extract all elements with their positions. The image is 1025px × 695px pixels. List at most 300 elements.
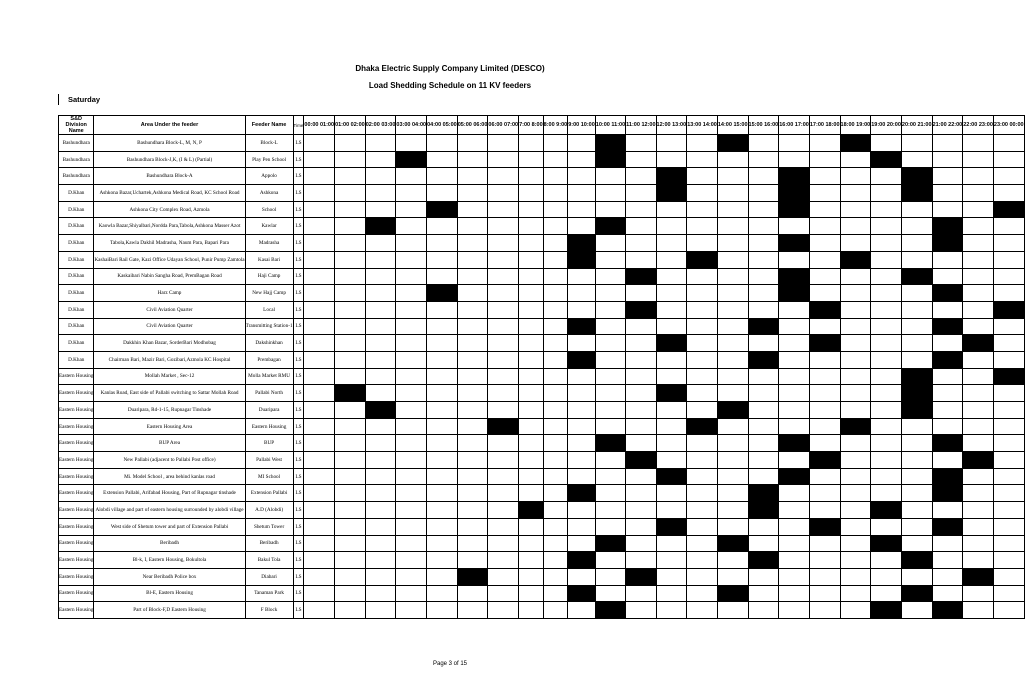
- schedule-slot: [871, 251, 902, 268]
- schedule-slot: [932, 185, 963, 202]
- load-shedding-slot: [568, 485, 596, 502]
- feeder-cell: New Hajj Camp: [245, 285, 293, 302]
- schedule-slot: [304, 385, 335, 402]
- feeder-cell: Local: [245, 301, 293, 318]
- schedule-slot: [543, 368, 568, 385]
- schedule-slot: [488, 485, 519, 502]
- table-row: [59, 418, 1025, 435]
- schedule-slot: [871, 368, 902, 385]
- schedule-slot: [488, 285, 519, 302]
- schedule-slot: [519, 602, 544, 619]
- schedule-slot: [901, 518, 932, 535]
- load-shedding-slot: [626, 568, 656, 585]
- schedule-slot: [963, 251, 994, 268]
- table-row: [59, 502, 1025, 519]
- time-slot-header: 17:00 18:00: [809, 116, 840, 135]
- schedule-slot: [457, 535, 488, 552]
- schedule-slot: [993, 235, 1024, 252]
- time-cell: LS: [293, 285, 304, 302]
- load-shedding-slot: [901, 552, 932, 569]
- schedule-slot: [488, 168, 519, 185]
- feeder-cell: BUP: [245, 435, 293, 452]
- schedule-slot: [963, 285, 994, 302]
- schedule-slot: [717, 251, 748, 268]
- table-row: [59, 335, 1025, 352]
- time-cell: LS: [293, 168, 304, 185]
- schedule-slot: [840, 285, 871, 302]
- schedule-slot: [595, 468, 625, 485]
- schedule-slot: [304, 502, 335, 519]
- schedule-slot: [871, 201, 902, 218]
- schedule-slot: [840, 201, 871, 218]
- load-shedding-slot: [993, 368, 1024, 385]
- schedule-slot: [568, 535, 596, 552]
- schedule-slot: [809, 535, 840, 552]
- schedule-slot: [840, 268, 871, 285]
- schedule-slot: [427, 585, 458, 602]
- schedule-slot: [901, 318, 932, 335]
- load-shedding-slot: [932, 602, 963, 619]
- schedule-slot: [304, 452, 335, 469]
- time-cell: LS: [293, 135, 304, 152]
- area-cell: Chairman Bari, Mazir Bari, Gozibari,Azmola KC Hospital: [94, 351, 245, 368]
- schedule-slot: [488, 268, 519, 285]
- schedule-slot: [519, 318, 544, 335]
- schedule-slot: [304, 301, 335, 318]
- schedule-slot: [809, 502, 840, 519]
- time-slot-header: 05:00 06:00: [457, 116, 488, 135]
- division-cell: Eastern Housing: [59, 485, 94, 502]
- division-cell: D.Khan: [59, 301, 94, 318]
- schedule-slot: [993, 335, 1024, 352]
- schedule-slot: [568, 335, 596, 352]
- schedule-slot: [543, 218, 568, 235]
- load-shedding-slot: [809, 518, 840, 535]
- schedule-slot: [809, 385, 840, 402]
- schedule-slot: [840, 552, 871, 569]
- table-row: [59, 402, 1025, 419]
- schedule-slot: [595, 518, 625, 535]
- schedule-slot: [963, 552, 994, 569]
- load-shedding-slot: [932, 351, 963, 368]
- schedule-slot: [687, 135, 718, 152]
- schedule-slot: [717, 235, 748, 252]
- schedule-slot: [626, 218, 656, 235]
- feeder-cell: Prembagan: [245, 351, 293, 368]
- schedule-slot: [626, 368, 656, 385]
- load-shedding-slot: [365, 218, 396, 235]
- schedule-slot: [963, 268, 994, 285]
- schedule-slot: [656, 251, 687, 268]
- schedule-slot: [687, 201, 718, 218]
- schedule-slot: [963, 168, 994, 185]
- division-cell: D.Khan: [59, 185, 94, 202]
- schedule-slot: [840, 468, 871, 485]
- schedule-slot: [519, 402, 544, 419]
- schedule-slot: [871, 168, 902, 185]
- schedule-slot: [963, 468, 994, 485]
- schedule-slot: [901, 468, 932, 485]
- schedule-slot: [809, 435, 840, 452]
- schedule-slot: [335, 468, 366, 485]
- schedule-slot: [304, 185, 335, 202]
- schedule-slot: [595, 201, 625, 218]
- schedule-slot: [626, 185, 656, 202]
- schedule-slot: [687, 402, 718, 419]
- schedule-slot: [488, 301, 519, 318]
- schedule-slot: [396, 335, 427, 352]
- schedule-slot: [335, 251, 366, 268]
- schedule-slot: [365, 452, 396, 469]
- table-row: [59, 552, 1025, 569]
- schedule-slot: [396, 235, 427, 252]
- schedule-slot: [717, 201, 748, 218]
- time-cell: LS: [293, 485, 304, 502]
- schedule-slot: [901, 301, 932, 318]
- schedule-slot: [717, 552, 748, 569]
- schedule-slot: [993, 135, 1024, 152]
- schedule-slot: [626, 485, 656, 502]
- division-cell: Bashundhara: [59, 168, 94, 185]
- schedule-slot: [488, 135, 519, 152]
- schedule-slot: [779, 452, 810, 469]
- time-slot-header: 9:00 10:00: [568, 116, 596, 135]
- schedule-slot: [335, 351, 366, 368]
- time-slot-header: 01:00 02:00: [335, 116, 366, 135]
- schedule-slot: [626, 168, 656, 185]
- feeder-cell: Madrasha: [245, 235, 293, 252]
- schedule-slot: [427, 452, 458, 469]
- schedule-slot: [396, 418, 427, 435]
- time-cell: LS: [293, 552, 304, 569]
- schedule-slot: [488, 468, 519, 485]
- schedule-slot: [809, 585, 840, 602]
- schedule-slot: [365, 485, 396, 502]
- schedule-slot: [809, 168, 840, 185]
- schedule-slot: [543, 518, 568, 535]
- division-cell: Eastern Housing: [59, 385, 94, 402]
- schedule-slot: [427, 552, 458, 569]
- load-shedding-slot: [687, 418, 718, 435]
- schedule-slot: [901, 151, 932, 168]
- schedule-slot: [519, 468, 544, 485]
- division-cell: Eastern Housing: [59, 502, 94, 519]
- division-cell: D.Khan: [59, 251, 94, 268]
- schedule-slot: [365, 368, 396, 385]
- schedule-slot: [717, 368, 748, 385]
- schedule-slot: [626, 535, 656, 552]
- schedule-slot: [993, 151, 1024, 168]
- schedule-slot: [365, 552, 396, 569]
- load-shedding-slot: [779, 201, 810, 218]
- table-row: [59, 568, 1025, 585]
- schedule-slot: [304, 201, 335, 218]
- schedule-slot: [396, 135, 427, 152]
- load-shedding-slot: [568, 552, 596, 569]
- load-shedding-slot: [932, 518, 963, 535]
- schedule-slot: [809, 552, 840, 569]
- schedule-slot: [932, 452, 963, 469]
- schedule-slot: [519, 368, 544, 385]
- feeder-cell: Eastern Housing: [245, 418, 293, 435]
- time-cell: LS: [293, 468, 304, 485]
- company-title: Dhaka Electric Supply Company Limited (DESCO): [355, 64, 545, 73]
- schedule-slot: [626, 285, 656, 302]
- schedule-slot: [396, 568, 427, 585]
- schedule-slot: [488, 151, 519, 168]
- schedule-slot: [427, 418, 458, 435]
- schedule-slot: [748, 235, 779, 252]
- schedule-slot: [809, 568, 840, 585]
- schedule-slot: [488, 518, 519, 535]
- schedule-slot: [809, 402, 840, 419]
- schedule-slot: [748, 585, 779, 602]
- schedule-slot: [993, 485, 1024, 502]
- feeder-cell: Block-L: [245, 135, 293, 152]
- load-shedding-slot: [626, 301, 656, 318]
- division-cell: Eastern Housing: [59, 368, 94, 385]
- schedule-slot: [963, 435, 994, 452]
- schedule-slot: [809, 285, 840, 302]
- schedule-slot: [595, 568, 625, 585]
- time-slot-header: 18:00 19:00: [840, 116, 871, 135]
- schedule-slot: [871, 452, 902, 469]
- time-slot-header: 21:00 22:00: [932, 116, 963, 135]
- schedule-slot: [687, 151, 718, 168]
- schedule-slot: [626, 468, 656, 485]
- schedule-slot: [304, 335, 335, 352]
- load-shedding-slot: [840, 418, 871, 435]
- division-cell: Eastern Housing: [59, 535, 94, 552]
- schedule-slot: [488, 402, 519, 419]
- schedule-slot: [335, 201, 366, 218]
- schedule-slot: [365, 418, 396, 435]
- schedule-slot: [519, 151, 544, 168]
- load-shedding-slot: [901, 368, 932, 385]
- day-label: Saturday: [68, 95, 101, 104]
- schedule-slot: [809, 235, 840, 252]
- table-row: [59, 268, 1025, 285]
- schedule-slot: [871, 318, 902, 335]
- schedule-slot: [779, 218, 810, 235]
- schedule-slot: [932, 502, 963, 519]
- schedule-slot: [568, 218, 596, 235]
- schedule-slot: [840, 568, 871, 585]
- schedule-slot: [993, 518, 1024, 535]
- feeder-header: Feeder Name: [245, 116, 293, 135]
- schedule-slot: [871, 335, 902, 352]
- schedule-slot: [963, 201, 994, 218]
- schedule-slot: [519, 535, 544, 552]
- area-cell: Kaskaibari Nabin Sangha Road, PremBagan Road: [94, 268, 245, 285]
- schedule-slot: [457, 201, 488, 218]
- schedule-slot: [901, 285, 932, 302]
- schedule-slot: [335, 301, 366, 318]
- schedule-slot: [840, 318, 871, 335]
- schedule-slot: [427, 468, 458, 485]
- schedule-slot: [304, 251, 335, 268]
- schedule-slot: [871, 285, 902, 302]
- schedule-slot: [519, 135, 544, 152]
- schedule-slot: [457, 168, 488, 185]
- schedule-slot: [457, 351, 488, 368]
- area-cell: Eastern Housing Area: [94, 418, 245, 435]
- schedule-slot: [335, 535, 366, 552]
- schedule-slot: [457, 368, 488, 385]
- schedule-slot: [595, 335, 625, 352]
- schedule-slot: [748, 168, 779, 185]
- load-shedding-slot: [717, 535, 748, 552]
- schedule-slot: [809, 268, 840, 285]
- schedule-slot: [519, 552, 544, 569]
- schedule-slot: [304, 568, 335, 585]
- division-cell: Eastern Housing: [59, 552, 94, 569]
- schedule-slot: [717, 518, 748, 535]
- schedule-slot: [304, 285, 335, 302]
- schedule-slot: [626, 518, 656, 535]
- schedule-slot: [687, 468, 718, 485]
- schedule-slot: [335, 218, 366, 235]
- schedule-slot: [717, 168, 748, 185]
- schedule-slot: [687, 485, 718, 502]
- schedule-slot: [687, 552, 718, 569]
- schedule-slot: [365, 585, 396, 602]
- time-slot-header: 13:00 14:00: [687, 116, 718, 135]
- schedule-slot: [568, 168, 596, 185]
- load-shedding-slot: [717, 585, 748, 602]
- schedule-slot: [748, 518, 779, 535]
- schedule-slot: [568, 602, 596, 619]
- schedule-slot: [519, 452, 544, 469]
- schedule-slot: [993, 418, 1024, 435]
- load-shedding-slot: [901, 168, 932, 185]
- load-shedding-slot: [656, 468, 687, 485]
- schedule-slot: [519, 268, 544, 285]
- schedule-slot: [488, 385, 519, 402]
- schedule-slot: [748, 301, 779, 318]
- schedule-slot: [626, 402, 656, 419]
- feeder-cell: Transmitting Station-1: [245, 318, 293, 335]
- table-row: [59, 135, 1025, 152]
- header-row: [59, 116, 1025, 135]
- table-row: [59, 585, 1025, 602]
- table-row: [59, 602, 1025, 619]
- schedule-slot: [687, 268, 718, 285]
- schedule-slot: [748, 151, 779, 168]
- schedule-slot: [304, 585, 335, 602]
- schedule-slot: [779, 335, 810, 352]
- schedule-slot: [779, 151, 810, 168]
- schedule-slot: [335, 151, 366, 168]
- schedule-slot: [304, 218, 335, 235]
- schedule-slot: [519, 218, 544, 235]
- area-cell: Alobdi village and part of eastern housing surrounded by alobdi village: [94, 502, 245, 519]
- division-cell: D.Khan: [59, 285, 94, 302]
- load-shedding-slot: [963, 568, 994, 585]
- schedule-slot: [595, 285, 625, 302]
- schedule-slot: [993, 168, 1024, 185]
- schedule-slot: [568, 468, 596, 485]
- schedule-slot: [626, 201, 656, 218]
- load-shedding-slot: [687, 251, 718, 268]
- division-cell: Bashundhara: [59, 151, 94, 168]
- schedule-slot: [993, 568, 1024, 585]
- schedule-slot: [543, 502, 568, 519]
- schedule-slot: [809, 185, 840, 202]
- schedule-slot: [840, 535, 871, 552]
- load-shedding-slot: [365, 402, 396, 419]
- table-row: [59, 385, 1025, 402]
- schedule-slot: [626, 151, 656, 168]
- schedule-slot: [543, 402, 568, 419]
- schedule-slot: [396, 301, 427, 318]
- schedule-slot: [656, 402, 687, 419]
- schedule-slot: [365, 518, 396, 535]
- schedule-slot: [779, 502, 810, 519]
- schedule-slot: [396, 502, 427, 519]
- time-slot-header: 06:00 07:00: [488, 116, 519, 135]
- schedule-slot: [963, 402, 994, 419]
- schedule-slot: [488, 602, 519, 619]
- schedule-slot: [840, 385, 871, 402]
- schedule-slot: [840, 402, 871, 419]
- schedule-slot: [488, 218, 519, 235]
- load-shedding-slot: [963, 452, 994, 469]
- feeder-cell: Pallabi West: [245, 452, 293, 469]
- schedule-slot: [543, 452, 568, 469]
- schedule-slot: [396, 535, 427, 552]
- schedule-slot: [656, 602, 687, 619]
- schedule-slot: [687, 185, 718, 202]
- load-shedding-slot: [840, 135, 871, 152]
- schedule-slot: [748, 285, 779, 302]
- feeder-cell: Bakul Tola: [245, 552, 293, 569]
- schedule-slot: [365, 168, 396, 185]
- schedule-slot: [543, 468, 568, 485]
- schedule-slot: [365, 602, 396, 619]
- schedule-slot: [488, 201, 519, 218]
- schedule-slot: [871, 485, 902, 502]
- load-shedding-slot: [595, 218, 625, 235]
- schedule-slot: [365, 335, 396, 352]
- schedule-slot: [427, 568, 458, 585]
- table-row: [59, 485, 1025, 502]
- area-cell: Mi. Model School , area behind kanlas road: [94, 468, 245, 485]
- division-cell: D.Khan: [59, 335, 94, 352]
- schedule-slot: [488, 568, 519, 585]
- schedule-slot: [840, 502, 871, 519]
- schedule-slot: [932, 535, 963, 552]
- schedule-slot: [304, 485, 335, 502]
- schedule-slot: [717, 418, 748, 435]
- schedule-slot: [568, 452, 596, 469]
- load-shedding-slot: [595, 435, 625, 452]
- schedule-slot: [932, 301, 963, 318]
- schedule-slot: [993, 251, 1024, 268]
- time-header: Time: [293, 116, 304, 135]
- schedule-slot: [595, 585, 625, 602]
- schedule-slot: [809, 218, 840, 235]
- schedule-slot: [779, 368, 810, 385]
- schedule-slot: [365, 301, 396, 318]
- schedule-slot: [963, 602, 994, 619]
- schedule-slot: [427, 168, 458, 185]
- schedule-slot: [901, 502, 932, 519]
- schedule-slot: [568, 518, 596, 535]
- area-cell: Kanlas Road, East side of Pallabi switching to Sattar Mollah Road: [94, 385, 245, 402]
- schedule-slot: [595, 402, 625, 419]
- schedule-slot: [748, 535, 779, 552]
